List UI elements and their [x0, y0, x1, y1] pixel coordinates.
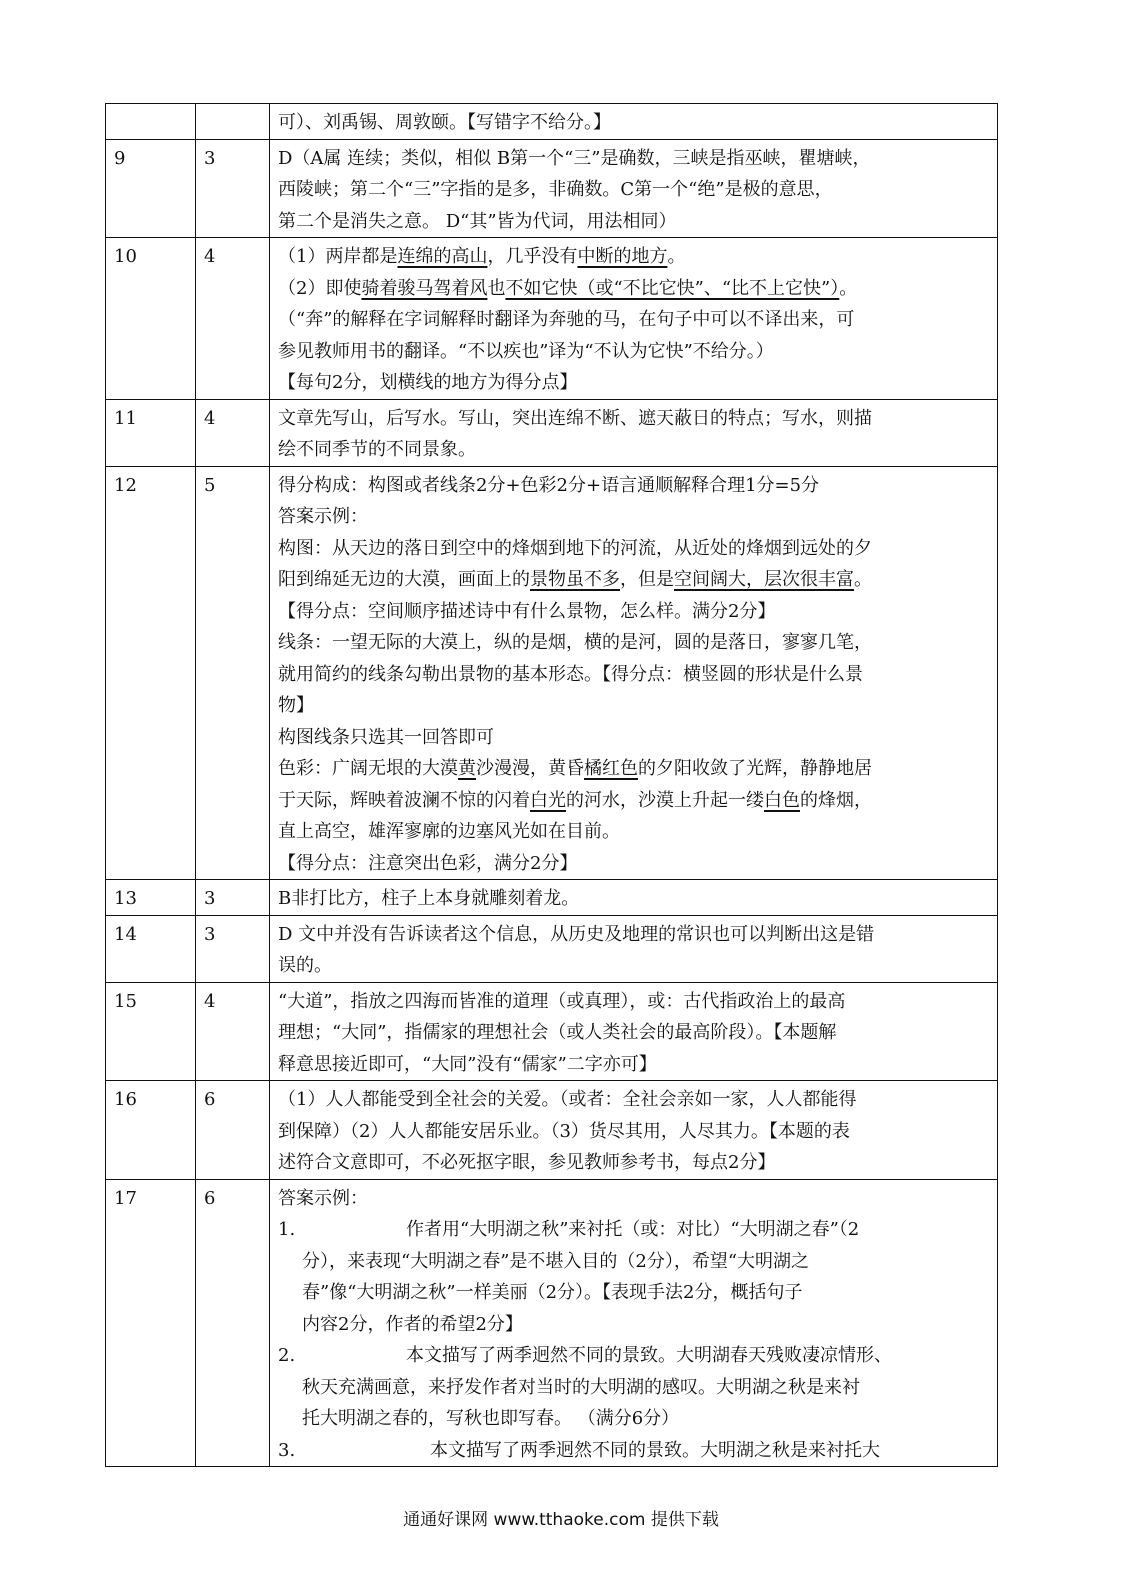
score: 4 [196, 399, 270, 466]
answer-line: 构图线条只选其一回答即可 [278, 726, 494, 748]
text-segment: 。 [854, 569, 872, 590]
answer-line: 直上高空，雄浑寥廓的边塞风光如在目前。 [278, 821, 620, 842]
score [196, 104, 270, 140]
answer-line: 托大明湖之春的，写秋也即写春。 （满分6分） [302, 1408, 680, 1429]
table-row [106, 104, 998, 140]
item-text: 作者用“大明湖之秋”来衬托（或：对比）“大明湖之春”（2 [406, 1219, 860, 1240]
text-segment: ，几乎没有 [487, 246, 578, 267]
table-row [106, 466, 998, 880]
underlined-key-point: 连绵的高山 [397, 246, 488, 267]
answer-line [278, 241, 989, 273]
answer-line: “大道”，指放之四海而皆准的道理（或真理），或：古代指政治上的最高 [278, 990, 846, 1012]
item-text: 本文描写了两季迥然不同的景致。大明湖春天残败凄凉情形、 [406, 1345, 892, 1366]
underlined-key-point: 白光 [530, 789, 566, 811]
answer-line [278, 785, 989, 817]
list-item [278, 1435, 989, 1467]
text-segment: （2）即使 [278, 277, 362, 299]
table-row [106, 982, 998, 1081]
answer-line: 线条：一望无际的大漠上，纵的是烟，横的是河，圆的是落日，寥寥几笔， [278, 632, 872, 653]
text-segment: 的夕阳收敛了光辉，静静地居 [638, 758, 872, 779]
underlined-key-point: 中断的地方 [577, 246, 668, 267]
answer-line: （1）人人都能受到全社会的关爱。（或者：全社会亲如一家，人人都能得 [278, 1089, 857, 1110]
underlined-key-point: 黄 [458, 758, 476, 779]
text-segment: 色彩：广阔无垠的大漠 [278, 758, 458, 779]
answer-cell [270, 466, 998, 880]
answer-cell [270, 982, 998, 1081]
question-number: 10 [106, 238, 196, 400]
answer-cell [270, 1179, 998, 1467]
text-segment: 的河水，沙漠上升起一缕 [566, 789, 764, 811]
answer-line: 述符合文意即可，不必死抠字眼，参见教师参考书，每点2分】 [278, 1152, 776, 1173]
text-segment: 阳到绵延无边的大漠，画面上的 [278, 569, 530, 590]
question-number: 13 [106, 880, 196, 916]
answer-line: 答案示例： [278, 1187, 368, 1209]
answer-line: （“奔”的解释在字词解释时翻译为奔驰的马，在句子中可以不译出来，可 [278, 309, 855, 330]
answer-line: 就用简约的线条勾勒出景物的基本形态。【得分点：横竖圆的形状是什么景 [278, 663, 863, 685]
table-row [106, 399, 998, 466]
table-row [106, 1179, 998, 1467]
underlined-key-point: 空间阔大，层次很丰富 [674, 569, 854, 590]
underlined-key-point: 骑着骏马驾着风 [361, 277, 488, 299]
score: 3 [196, 139, 270, 238]
text-segment: 。 [839, 277, 858, 299]
question-number: 14 [106, 915, 196, 982]
answer-cell [270, 880, 998, 916]
score: 5 [196, 466, 270, 880]
question-number [106, 104, 196, 140]
table-row [106, 880, 998, 916]
question-number: 15 [106, 982, 196, 1081]
text-segment: ，但是 [620, 569, 674, 590]
text-segment: 沙漫漫，黄昏 [476, 758, 584, 779]
underlined-key-point: 白色 [764, 789, 800, 811]
list-item [278, 1340, 989, 1435]
answer-line: 文章先写山，后写水。写山，突出连绵不断、遮天蔽日的特点；写水，则描 [278, 407, 872, 429]
question-number: 12 [106, 466, 196, 880]
answer-cell [270, 238, 998, 400]
answer-line: 得分构成：构图或者线条2分+色彩2分+语言通顺解释合理1分=5分 [278, 474, 820, 496]
answer-line [278, 273, 989, 305]
text-segment: 的烽烟， [800, 789, 872, 811]
answer-cell [270, 915, 998, 982]
answer-line: 【得分点：空间顺序描述诗中有什么景物，怎么样。满分2分】 [278, 600, 776, 622]
score: 4 [196, 238, 270, 400]
text-segment: 于天际，辉映着波澜不惊的闪着 [278, 789, 530, 811]
answer-line: 第二个是消失之意。 D“其”皆为代词，用法相同） [278, 210, 677, 232]
answer-line: 参见教师用书的翻译。“不以疾也”译为“不认为它快”不给分。） [278, 340, 774, 362]
answer-line: 释意思接近即可，“大同”没有“儒家”二字亦可】 [278, 1053, 657, 1075]
answer-line: 物】 [278, 695, 314, 716]
answer-line: 可）、刘禹锡、周敦颐。【写错字不给分。】 [278, 112, 611, 133]
text-segment: 也 [487, 277, 506, 299]
answer-line [278, 564, 989, 596]
answer-table [105, 103, 998, 1467]
answer-cell [270, 1081, 998, 1180]
answer-line: D（A属 连续；类似，相似 B第一个“三”是确数，三峡是指巫峡，瞿塘峡， [278, 147, 871, 169]
item-number: 3. [278, 1439, 296, 1461]
item-first-line [278, 1435, 989, 1467]
score: 3 [196, 915, 270, 982]
answer-line: D 文中并没有告诉读者这个信息，从历史及地理的常识也可以判断出这是错 [278, 923, 875, 945]
item-continuation [278, 1246, 989, 1341]
underlined-key-point: 橘红色 [584, 758, 638, 779]
question-number: 16 [106, 1081, 196, 1180]
table-row [106, 238, 998, 400]
text-segment: 。 [667, 246, 686, 267]
score: 3 [196, 880, 270, 916]
answer-line: 绘不同季节的不同景象。 [278, 439, 476, 460]
answer-cell [270, 104, 998, 140]
answer-line [278, 753, 989, 785]
answer-line: 构图：从天边的落日到空中的烽烟到地下的河流，从近处的烽烟到远处的夕 [278, 537, 872, 559]
answer-line: 误的。 [278, 955, 332, 976]
answer-line: 内容2分，作者的希望2分】 [302, 1313, 523, 1335]
score: 6 [196, 1081, 270, 1180]
page-footer: 通通好课网 www.tthaoke.com 提供下载 [403, 1510, 719, 1530]
text-segment: （1）两岸都是 [278, 246, 398, 267]
underlined-key-point: 景物虽不多 [530, 569, 620, 590]
score: 6 [196, 1179, 270, 1467]
question-number: 17 [106, 1179, 196, 1467]
item-first-line [278, 1340, 989, 1372]
item-first-line [278, 1214, 989, 1246]
item-text: 本文描写了两季迥然不同的景致。大明湖之秋是来衬托大 [430, 1439, 880, 1461]
answer-line: 【得分点：注意突出色彩，满分2分】 [278, 852, 578, 874]
item-number: 2. [278, 1345, 296, 1366]
question-number: 11 [106, 399, 196, 466]
table-row [106, 915, 998, 982]
table-row [106, 1081, 998, 1180]
answer-line: 秋天充满画意，来抒发作者对当时的大明湖的感叹。大明湖之秋是来衬 [302, 1376, 860, 1398]
table-row [106, 139, 998, 238]
answer-line: 【每句2分，划横线的地方为得分点】 [278, 372, 578, 393]
answer-cell [270, 139, 998, 238]
answer-cell [270, 399, 998, 466]
underlined-key-point: 不如它快（或“不比它快”、“比不上它快”） [505, 277, 840, 299]
answer-line: 春”像“大明湖之秋”一样美丽（2分）。【表现手法2分，概括句子 [302, 1282, 803, 1303]
answer-line: 西陵峡；第二个“三”字指的是多，非确数。C第一个“绝”是极的意思， [278, 179, 833, 200]
answer-line: 到保障）（2）人人都能安居乐业。（3）货尽其用，人尽其力。【本题的表 [278, 1120, 850, 1142]
answer-line: 分），来表现“大明湖之春”是不堪入目的（2分），希望“大明湖之 [302, 1250, 810, 1272]
answer-line: B非打比方，柱子上本身就雕刻着龙。 [278, 888, 580, 909]
list-item [278, 1214, 989, 1340]
score: 4 [196, 982, 270, 1081]
item-number: 1. [278, 1219, 296, 1240]
question-number: 9 [106, 139, 196, 238]
answer-line: 答案示例： [278, 506, 368, 527]
answer-line: 理想；“大同”，指儒家的理想社会（或人类社会的最高阶段）。【本题解 [278, 1022, 837, 1043]
item-continuation [278, 1372, 989, 1435]
